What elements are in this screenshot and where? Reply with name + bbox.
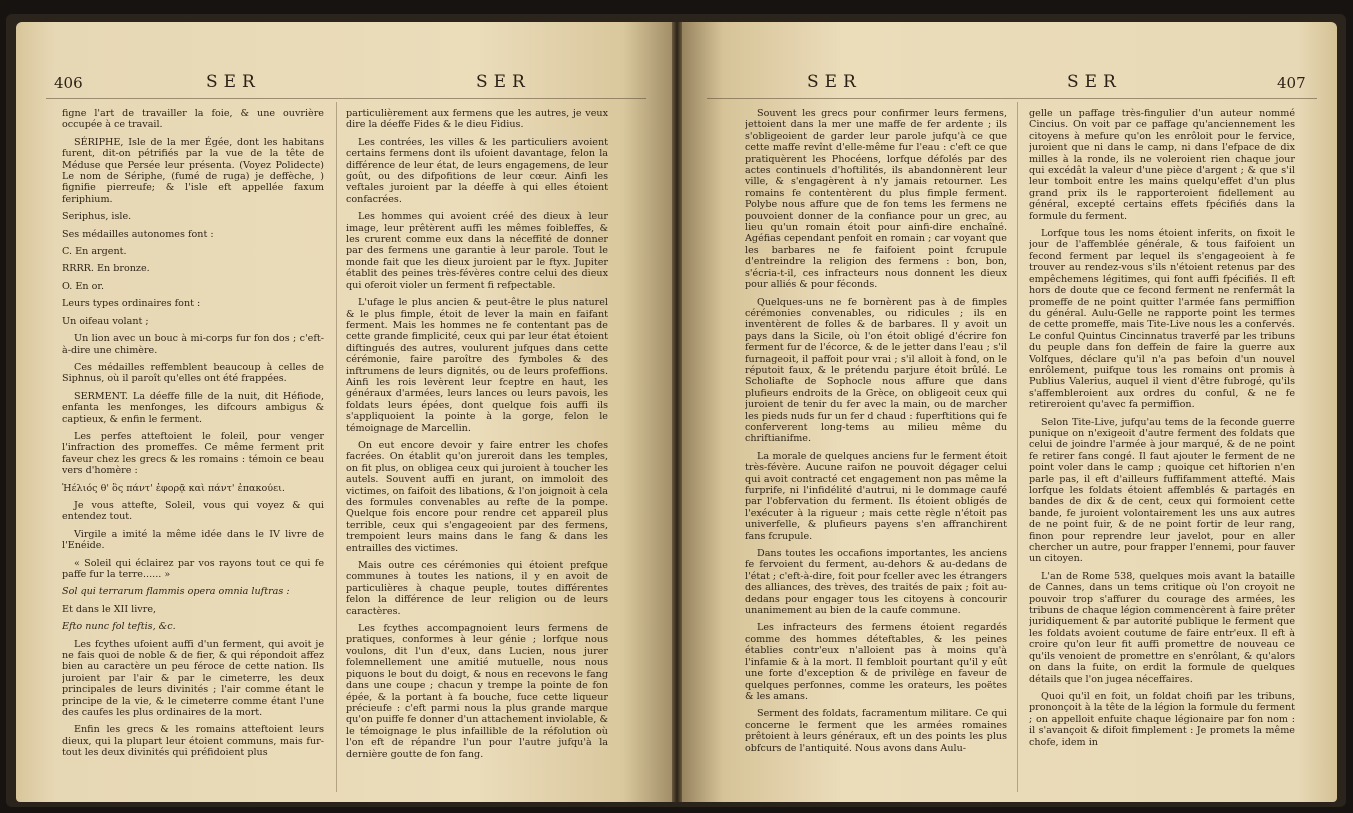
left-page bbox=[16, 22, 676, 802]
paragraph: Les hommes qui avoient créé des dieux à leur image, leur prêtèrent auffi les mêmes foibleffes, & les crurent comme eux dans la néceffité de donner par des fermens une garantie à leur parole. Tout le monde fait que les dieux juroient par le ftyx. Jupiter établit des peines très-févères contre celui des dieux qui oferoit violer un ferment fi refpectable. bbox=[346, 211, 608, 291]
paragraph: Je vous attefte, Soleil, vous qui voyez & qui entendez tout. bbox=[62, 499, 324, 523]
latin-verse: Sol qui terrarum flammis opera omnia luftras : bbox=[62, 586, 290, 598]
column-divider-right bbox=[1017, 102, 1018, 792]
header-rule-left bbox=[46, 98, 646, 99]
paragraph: Mais outre ces cérémonies qui étoient prefque communes à toutes les nations, il y en avoit de particulières à chaque peuple, toutes différentes felon la différence de leur religion ou de leurs caractères. bbox=[346, 560, 608, 617]
paragraph: Ces médailles reffemblent beaucoup à celles de Siphnus, où il paroît qu'elles ont été frappées. bbox=[62, 361, 324, 385]
left-page-column-1 bbox=[62, 108, 324, 798]
right-page-column-2 bbox=[1029, 108, 1295, 798]
paragraph: Serment des foldats, facramentum militare. Ce qui concerne le ferment que les armées romaines prêtoient à leurs généraux, eft un des points les plus obfcurs de l'antiquité. Nous avons dans Aulu- bbox=[745, 708, 1007, 754]
paragraph: SÉRIPHE, Isle de la mer Égée, dont les habitans furent, dit-on pétrifiés par la vue de la tête de Méduse que Persée leur présenta. (Voyez Polidecte) Le nom de Sériphe, (fumé de ruga) je deffèche, ) fignifie pierreufe; & l'isle eft appellée faxum feriphium. bbox=[62, 136, 324, 205]
paragraph: C. En argent. bbox=[62, 246, 127, 258]
paragraph: Les fcythes ufoient auffi d'un ferment, qui avoit je ne fais quoi de noble & de fier, & qui répondoit affez bien au caractère un peu féroce de cette nation. Ils juroient par l'air & par le cimeterre, les deux principales de leurs divinités ; l'air comme étant le principe de la vie, & le cimeterre comme étant l'une des caufes les plus ordinaires de la mort. bbox=[62, 638, 324, 719]
paragraph: Les contrées, les villes & les particuliers avoient certains fermens dont ils ufoient davantage, felon la différence de leur état, de leurs engagemens, de leur goût, ou des difpofitions de leur cœur. Ainfi les veftales juroient par la déeffe à qui elles étoient confacrées. bbox=[346, 136, 608, 205]
paragraph: Quelques-uns ne fe bornèrent pas à de fimples cérémonies convenables, ou ridicules ; ils en inventèrent de folles & de barbares. Il y avoit un pays dans la Sicile, où l'on étoit obligé d'écrire fon ferment fur de l'écorce, & de le jetter dans l'eau ; s'il furnageoit, il paffoit pour vrai ; s'il alloit à fond, on le réputoit faux, & le prétendu parjure étoit brûlé. Le Scholiafte de Sophocle nous affure que dans plufieurs endroits de la Grèce, on obligeoit ceux qui juroient de tenir du fer avec la main, ou de marcher les pieds nuds fur un fer d chaud : fuperftitions qui fe conferverent long-tems au milieu même du chriftianifme. bbox=[745, 296, 1007, 445]
running-head-left-2: SER bbox=[476, 72, 531, 92]
paragraph: Les infracteurs des fermens étoient regardés comme des hommes déteftables, & les peines établies contr'eux n'alloient pas à moins qu'à l'infamie & à la mort. Il fembloit pourtant qu'il y eût une forte d'exception & de privilège en faveur de quelques perfonnes, comme les orateurs, les poëtes & les amans. bbox=[745, 622, 1007, 702]
paragraph: Un oifeau volant ; bbox=[62, 315, 149, 327]
paragraph: Les perfes atteftoient le foleil, pour venger l'infraction des promeffes. Ce même ferment prit faveur chez les grecs & les romains : témoin ce beau vers d'homère : bbox=[62, 430, 324, 477]
greek-verse: Ἠέλιός θ' ὃς πάντ' ἐφορᾷ καὶ πάντ' ἐπακούει. bbox=[62, 482, 285, 494]
page-number-right: 407 bbox=[1277, 74, 1306, 92]
paragraph: SERMENT. La déeffe fille de la nuit, dit Héfiode, enfanta les menfonges, les difcours ambigus & captieux, & enfin le ferment. bbox=[62, 390, 324, 425]
paragraph: L'ufage le plus ancien & peut-être le plus naturel & le plus fimple, étoit de lever la main en faifant ferment. Mais les hommes ne fe contentant pas de cette grande fimplicité, ceux qui par leur état étoient diftingués des autres, voulurent jufques dans cette cérémonie, faire paroître des fymboles & des inftrumens de leurs dignités, ou de leurs profeffions. Ainfi les rois levèrent leur fceptre en haut, les généraux d'armées, leurs lances ou leurs pavois, les foldats leurs épées, dont quelque fois auffi ils s'appliquoient la pointe à la gorge, felon le témoignage de Marcellin. bbox=[346, 297, 608, 434]
paragraph: particulièrement aux fermens que les autres, je veux dire la déeffe Fides & le dieu Fidius. bbox=[346, 108, 608, 131]
book-spine bbox=[672, 22, 682, 802]
paragraph: Les fcythes accompagnoient leurs fermens de pratiques, conformes à leur génie ; lorfque nous voulons, dit l'un d'eux, dans Lucien, nous jurer folemnellement une amitié mutuelle, nous nous piquons le bout du doigt, & nous en recevons le fang dans une coupe ; chacun y trempe la pointe de fon épée, & la portant à fa bouche, fuce cette liqueur précieufe : c'eft parmi nous la plus grande marque qu'on puiffe fe donner d'un attachement inviolable, & le témoignage le plus infaillible de la réfolution où l'on eft de répandre l'un pour l'autre jufqu'à la dernière goutte de fon fang. bbox=[346, 623, 608, 760]
paragraph: Et dans le XII livre, bbox=[62, 603, 157, 615]
paragraph: Seriphus, isle. bbox=[62, 211, 132, 223]
paragraph: L'an de Rome 538, quelques mois avant la bataille de Cannes, dans un tems critique où l'on croyoit ne pouvoir trop s'affurer du courage des armées, les tribuns de chaque légion commencèrent à faire prêter juridiquement & par autorité publique le ferment que les foldats avoient coutume de faire entr'eux. Il eft à croire qu'on leur fit auffi promettre de nouveau ce qu'ils venoient de promettre en s'enrôlant, & qu'alors on dans la fuite, on erdit la formule de quelques détails que l'on jugea néceffaires. bbox=[1029, 570, 1295, 685]
column-divider-left bbox=[336, 102, 337, 792]
paragraph: Enfin les grecs & les romains atteftoient leurs dieux, qui la plupart leur étoient communs, mais fur-tout les deux divinités qui préfidoient plus bbox=[62, 724, 324, 759]
paragraph: La morale de quelques anciens fur le ferment étoit très-févère. Aucune raifon ne pouvoit dégager celui qui avoit contracté cet engagement non pas même la furprife, ni l'infidélité d'autrui, ni le dommage caufé par l'obfervation du ferment. Ils étoient obligés de l'exécuter à la rigueur ; mais cette règle n'étoit pas univerfelle, & plufieurs payens s'en affranchirent fans fcrupule. bbox=[745, 450, 1007, 542]
running-head-right-2: SER bbox=[1067, 72, 1122, 92]
paragraph: Leurs types ordinaires font : bbox=[62, 298, 201, 310]
right-page-column-1 bbox=[745, 108, 1007, 798]
latin-verse: Efto nunc fol teftis, &c. bbox=[62, 621, 176, 633]
paragraph: Virgile a imité la même idée dans le IV livre de l'Enéide. bbox=[62, 528, 324, 552]
header-rule-right bbox=[707, 98, 1317, 99]
paragraph: fignе l'art de travailler la foie, & une ouvrière occupée à ce travail. bbox=[62, 108, 324, 131]
paragraph: RRRR. En bronze. bbox=[62, 263, 150, 275]
paragraph: Souvent les grecs pour confirmer leurs fermens, jettoient dans la mer une maffe de fer ardente ; ils s'obligeoient de garder leur parole jufqu'à ce que cette maffe revînt d'elle-même fur l'eau : c'eft ce que pratiquèrent les Phocéens, lorfque défolés par des actes continuels d'hoftilités, ils abandonnèrent leur ville, & s'engagèrent à n'y jamais retourner. Les romains fe contentèrent du plus fimple ferment. Polybe nous affure que de fon tems les fermens ne pouvoient donner de la confiance pour un grec, au lieu qu'un romain étoit pour ainfi-dire enchaîné. Agéfias cependant penfoit en romain ; car voyant que les barbares ne fe faifoient point fcrupule d'entreindre la religion des fermens : bon, bon, s'écria-t-il, ces infracteurs nous donnent les dieux pour alliés & pour féconds. bbox=[745, 108, 1007, 291]
paragraph: Un lion avec un bouc à mi-corps fur fon dos ; c'eft-à-dire une chimère. bbox=[62, 333, 324, 356]
right-page bbox=[677, 22, 1337, 802]
left-page-column-2 bbox=[346, 108, 608, 798]
paragraph: On eut encore devoir y faire entrer les chofes facrées. On établit qu'on jureroit dans les temples, on fit plus, on obligea ceux qui juroient à toucher les autels. Souvent auffi en jurant, on immoloit des victimes, on faifoit des libations, & l'on joignoit à cela des formules convenables au refte de la pompe. Quelque fois encore pour rendre cet appareil plus terrible, ceux qui s'engageoient par des fermens, trempoient leurs mains dans le fang & dans les entrailles des victimes. bbox=[346, 439, 608, 554]
paragraph: « Soleil qui éclairez par vos rayons tout ce qui fe paffe fur la terre...... » bbox=[62, 557, 324, 580]
paragraph: Selon Tite-Live, jufqu'au tems de la feconde guerre punique on n'exigeoit d'autre ferment des foldats que celui de joindre l'armée à jour marqué, & de ne point fe retirer fans congé. Il faut ajouter le ferment de ne point voler dans le camp ; quoique cet hiftorien n'en parle pas, il eft d'ailleurs fuffifamment attefté. Mais lorfque les foldats étoient affemblés & partagés en bandes de dix & de cent, ceux qui formoient cette bande, fe juroient volontairement les uns aux autres de ne point fuir, & de ne point fortir de leur rang, finon pour reprendre leur javelot, pour en aller chercher un autre, pour frapper l'ennemi, pour fauver un citoyen. bbox=[1029, 416, 1295, 565]
paragraph: Ses médailles autonomes font : bbox=[62, 228, 214, 240]
paragraph: O. En or. bbox=[62, 280, 104, 292]
paragraph: gelle un paffage très-fingulier d'un auteur nommé Cincius. On voit par ce paffage qu'anciennement les citoyens à mefure qu'on les enrôloit pour le fervice, juroient que ni dans le camp, ni dans l'efpace de dix milles à la ronde, ils ne voleroient rien chaque jour qui excédât la valeur d'une pièce d'argent ; & que s'il leur tomboit entre les mains quelqu'effet d'un plus grand prix ils le rapporteroient fidellement au général, excepté certains effets fpécifiés dans la formule du ferment. bbox=[1029, 108, 1295, 222]
paragraph: Quoi qu'il en foit, un foldat choifi par les tribuns, prononçoit à la tête de la légion la formule du ferment ; on appelloit enfuite chaque légionaire par fon nom : il s'avançoit & difoit fimplement : Je promets la même chofe, idem in bbox=[1029, 690, 1295, 748]
running-head-left-1: SER bbox=[206, 72, 261, 92]
paragraph: Lorfque tous les noms étoient inferits, on fixoit le jour de l'affemblée générale, & tous faifoient un fecond ferment par lequel ils s'engageoient à fe trouver au rendez-vous s'ils n'étoient retenus par des empêchemens légitimes, qui font auffi fpécifiés. Il eft hors de doute que ce fecond ferment ne renfermât la promeffe de ne point quitter l'armée fans permiffion du général. Aulu-Gelle ne rapporte point les termes de cette promeffe, mais Tite-Live nous les a confervés. Le conful Quintus Cincinnatus traverfé par les tribuns du peuple dans fon deffein de faire la guerre aux Volfques, déclare qu'il n'a pas befoin d'un nouvel enrôlement, puifque tous les romains ont promis à Publius Valerius, auquel il vient d'être fubrogé, qu'ils s'affembleroient aux ordres du conful, & ne fe retireroient qu'avec fa permiffion. bbox=[1029, 228, 1295, 411]
running-head-right-1: SER bbox=[807, 72, 862, 92]
page-number-left: 406 bbox=[54, 74, 83, 92]
paragraph: Dans toutes les occafions importantes, les anciens fe fervoient du ferment, au-dehors & au-dedans de l'état ; c'eft-à-dire, foit pour fceller avec les étrangers des alliances, des trèves, des traités de paix ; foit au-dedans pour engager tous les citoyens à concourir unanimement au bien de la caufe commune. bbox=[745, 548, 1007, 617]
